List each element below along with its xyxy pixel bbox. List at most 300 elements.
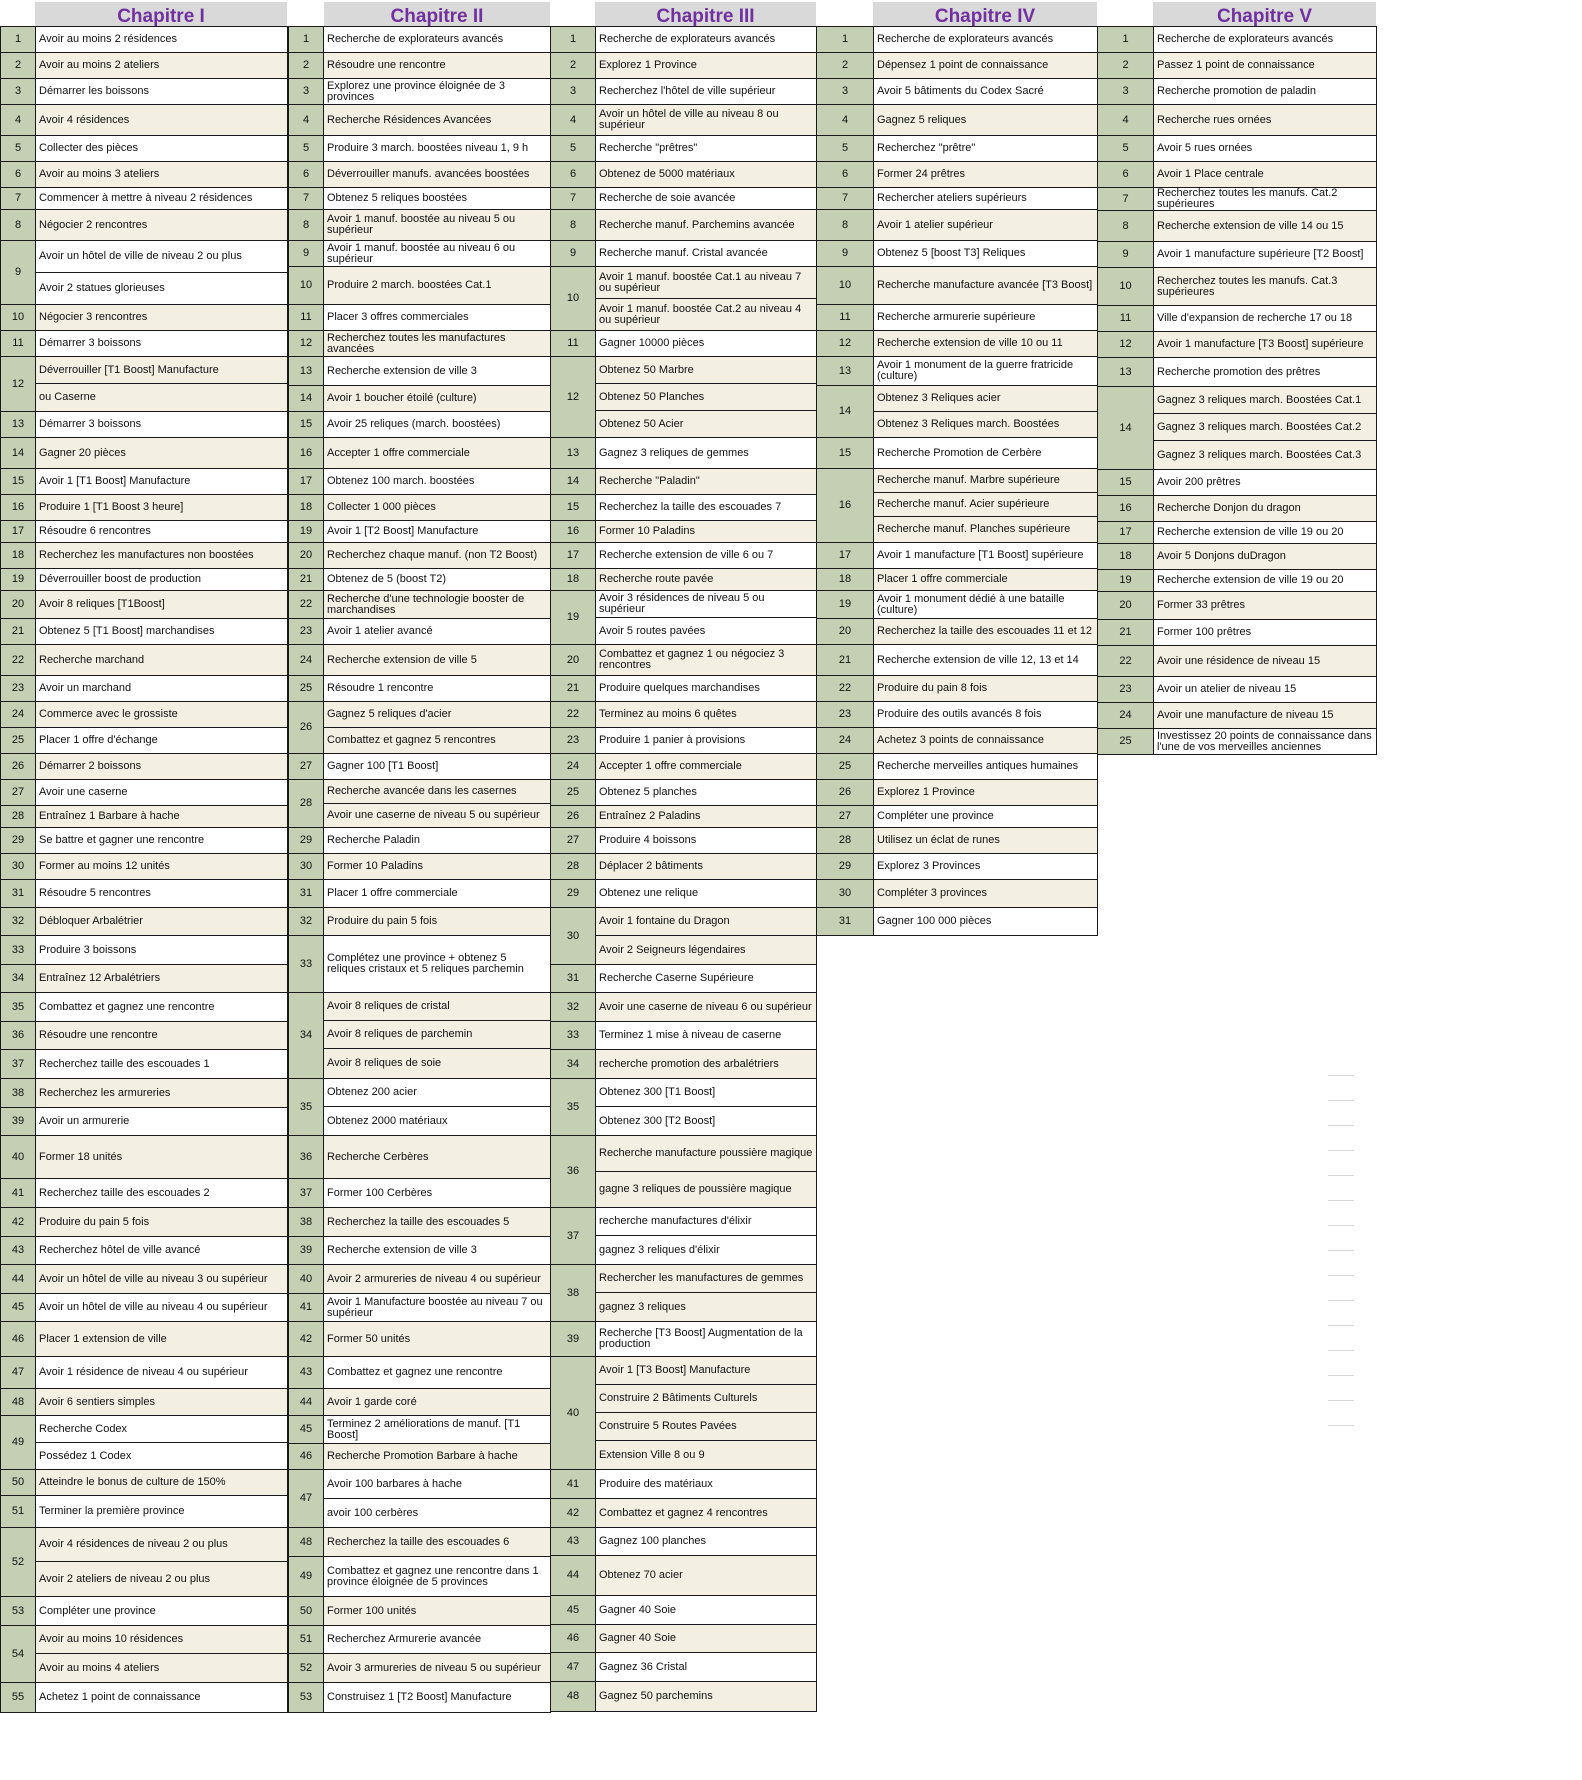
table-row <box>289 1389 551 1416</box>
quest-text: gagnez 3 reliques <box>596 1293 817 1322</box>
quest-number: 36 <box>1 1022 36 1050</box>
table-row <box>1 1357 288 1389</box>
quest-number: 19 <box>1098 570 1154 592</box>
quest-number: 3 <box>551 79 596 105</box>
quest-text: Recherche extension de ville 5 <box>324 645 551 676</box>
quest-number: 22 <box>817 676 874 702</box>
quest-text: Avoir 1 résidence de niveau 4 ou supérieur <box>36 1357 288 1389</box>
quest-text: Recherchez toutes les manufs. Cat.2 supérieures <box>1154 188 1377 211</box>
table-row <box>551 676 817 702</box>
quest-number: 9 <box>1 241 36 305</box>
quest-text: Produire du pain 5 fois <box>36 1208 288 1237</box>
quest-text: Compléter une province <box>36 1597 288 1626</box>
quest-text: Avoir 200 prêtres <box>1154 470 1377 496</box>
table-row <box>551 136 817 162</box>
quest-text: Avoir 1 [T2 Boost] Manufacture <box>324 521 551 543</box>
quest-text: Combattez et gagnez 4 rencontres <box>596 1499 817 1528</box>
quest-text: Terminez 2 améliorations de manuf. [T1 Boost] <box>324 1416 551 1444</box>
quest-number: 28 <box>551 854 596 880</box>
quest-number: 20 <box>1098 592 1154 620</box>
table-row <box>551 1499 817 1528</box>
table-row <box>289 1499 551 1528</box>
quest-number: 14 <box>551 469 596 495</box>
quest-number: 1 <box>1 27 36 53</box>
quest-text: Possédez 1 Codex <box>36 1443 288 1470</box>
quest-text: Placer 3 offres commerciales <box>324 305 551 331</box>
quest-number: 1 <box>1098 27 1154 53</box>
quest-number: 10 <box>289 267 324 305</box>
quest-text: Résoudre 1 rencontre <box>324 676 551 702</box>
table-row <box>551 79 817 105</box>
empty-cell-line <box>1328 1300 1354 1301</box>
quest-number: 25 <box>817 754 874 780</box>
table-row <box>551 1050 817 1079</box>
quest-text: Recherche "prêtres" <box>596 136 817 162</box>
quest-text: Obtenez de 5000 matériaux <box>596 162 817 188</box>
quest-number: 18 <box>289 495 324 521</box>
table-row <box>289 188 551 210</box>
quest-text: Accepter 1 offre commerciale <box>324 438 551 469</box>
quest-text: Placer 1 offre commerciale <box>874 569 1098 591</box>
quest-text: Recherche promotion des prêtres <box>1154 358 1377 387</box>
quest-table <box>550 26 817 1712</box>
quest-text: Produire 3 march. boostées niveau 1, 9 h <box>324 136 551 162</box>
quest-number: 32 <box>289 908 324 936</box>
quest-text: Obtenez 3 Reliques march. Boostées <box>874 412 1098 438</box>
table-row <box>1 676 288 702</box>
quest-text: Avoir au moins 2 résidences <box>36 27 288 53</box>
quest-text: Gagner 100 000 pièces <box>874 908 1098 936</box>
quest-text: Utilisez un éclat de runes <box>874 828 1098 854</box>
quest-number: 48 <box>289 1528 324 1557</box>
quest-text: Recherche [T3 Boost] Augmentation de la production <box>596 1322 817 1357</box>
table-row <box>289 1208 551 1237</box>
quest-number: 6 <box>817 162 874 188</box>
quest-text: Avoir 8 reliques de cristal <box>324 993 551 1021</box>
quest-number: 24 <box>1 702 36 728</box>
table-row <box>1098 496 1377 522</box>
table-row <box>1 27 288 53</box>
quest-text: Avoir 5 rues ornées <box>1154 136 1377 162</box>
quest-number: 29 <box>289 828 324 854</box>
quest-text: Rechercher ateliers supérieurs <box>874 188 1098 210</box>
chapter-title: Chapitre I <box>35 2 287 28</box>
table-row <box>1 1022 288 1050</box>
quest-text: Compléter 3 provinces <box>874 880 1098 908</box>
empty-cell-line <box>1328 1125 1354 1126</box>
table-row <box>1 210 288 241</box>
quest-number: 11 <box>289 305 324 331</box>
quest-number: 42 <box>1 1208 36 1237</box>
table-row <box>289 936 551 993</box>
quest-number: 24 <box>289 645 324 676</box>
quest-text: Avoir 2 armureries de niveau 4 ou supérieur <box>324 1265 551 1294</box>
quest-text: Explorez 1 Province <box>596 53 817 79</box>
quest-text: Avoir 1 Place centrale <box>1154 162 1377 188</box>
table-row <box>289 469 551 495</box>
quest-number: 21 <box>1098 620 1154 646</box>
quest-text: Obtenez 70 acier <box>596 1556 817 1596</box>
quest-text: Avoir au moins 4 ateliers <box>36 1654 288 1683</box>
quest-number: 16 <box>551 521 596 543</box>
quest-text: Recherchez la taille des escouades 6 <box>324 1528 551 1557</box>
table-row <box>817 305 1098 331</box>
quest-text: Avoir 1 manuf. boostée au niveau 6 ou supérieur <box>324 241 551 267</box>
quest-text: Avoir 1 manufacture [T3 Boost] supérieure <box>1154 332 1377 358</box>
quest-text: Avoir au moins 10 résidences <box>36 1626 288 1654</box>
quest-text: Recherche manuf. Planches supérieure <box>874 517 1098 543</box>
quest-number: 7 <box>817 188 874 210</box>
table-row <box>817 136 1098 162</box>
table-row <box>551 53 817 79</box>
quest-number: 31 <box>817 908 874 936</box>
quest-text: Avoir un hôtel de ville de niveau 2 ou plus <box>36 241 288 273</box>
quest-text: Entraînez 12 Arbalétriers <box>36 965 288 993</box>
table-row <box>289 1470 551 1499</box>
quest-text: Combattez et gagnez une rencontre <box>36 993 288 1022</box>
quest-text: gagne 3 reliques de poussière magique <box>596 1172 817 1208</box>
quest-number: 10 <box>1098 268 1154 306</box>
quest-text: Recherche d'une technologie booster de marchandises <box>324 591 551 619</box>
quest-number: 40 <box>1 1136 36 1179</box>
quest-number: 27 <box>551 828 596 854</box>
table-row <box>817 210 1098 241</box>
chapter-title: Chapitre II <box>324 2 550 28</box>
quest-number: 1 <box>289 27 324 53</box>
quest-number: 21 <box>817 645 874 676</box>
table-row <box>817 908 1098 936</box>
quest-number: 7 <box>289 188 324 210</box>
quest-text: Avoir 8 reliques de parchemin <box>324 1021 551 1049</box>
table-row <box>817 619 1098 645</box>
quest-number: 41 <box>1 1179 36 1208</box>
quest-text: Construire 2 Bâtiments Culturels <box>596 1385 817 1413</box>
quest-text: Entraînez 1 Barbare à hache <box>36 806 288 828</box>
table-row <box>551 188 817 210</box>
quest-number: 14 <box>817 386 874 438</box>
quest-text: Résoudre 6 rencontres <box>36 521 288 543</box>
quest-number: 25 <box>289 676 324 702</box>
table-row <box>289 619 551 645</box>
quest-text: Gagnez 3 reliques march. Boostées Cat.1 <box>1154 387 1377 414</box>
table-row <box>817 469 1098 493</box>
quest-number: 17 <box>289 469 324 495</box>
quest-text: Avoir 3 résidences de niveau 5 ou supérieur <box>596 591 817 618</box>
quest-text: Placer 1 offre commerciale <box>324 880 551 908</box>
quest-table <box>1097 26 1377 755</box>
quest-number: 14 <box>1 438 36 469</box>
quest-number: 29 <box>1 828 36 854</box>
table-row <box>289 27 551 53</box>
quest-number: 15 <box>817 438 874 469</box>
quest-text: Négocier 3 rencontres <box>36 305 288 331</box>
table-row <box>817 53 1098 79</box>
quest-number: 24 <box>551 754 596 780</box>
quest-text: Obtenez 100 march. boostées <box>324 469 551 495</box>
quest-text: Recherchez taille des escouades 2 <box>36 1179 288 1208</box>
quest-text: Avoir une caserne <box>36 780 288 806</box>
quest-text: Recherche Résidences Avancées <box>324 105 551 136</box>
quest-text: Gagnez 100 planches <box>596 1528 817 1556</box>
quest-number: 38 <box>1 1079 36 1108</box>
table-row <box>817 79 1098 105</box>
quest-number: 45 <box>551 1596 596 1625</box>
table-row <box>1 569 288 591</box>
quest-text: Produire des matériaux <box>596 1470 817 1499</box>
quest-text: Former 100 unités <box>324 1597 551 1626</box>
table-row <box>289 908 551 936</box>
quest-number: 6 <box>551 162 596 188</box>
quest-number: 20 <box>817 619 874 645</box>
quest-text: Recherche merveilles antiques humaines <box>874 754 1098 780</box>
quest-text: Obtenez 300 [T1 Boost] <box>596 1079 817 1107</box>
table-row <box>1 619 288 645</box>
quest-number: 43 <box>551 1528 596 1556</box>
quest-text: Collecter des pièces <box>36 136 288 162</box>
quest-number: 30 <box>817 880 874 908</box>
table-row <box>289 569 551 591</box>
table-row <box>289 438 551 469</box>
table-row <box>1 495 288 521</box>
quest-text: Gagnez 5 reliques <box>874 105 1098 136</box>
quest-number: 26 <box>1 754 36 780</box>
quest-number: 28 <box>817 828 874 854</box>
quest-number: 17 <box>1098 522 1154 544</box>
quest-text: Collecter 1 000 pièces <box>324 495 551 521</box>
table-row <box>551 728 817 754</box>
quest-number: 5 <box>1098 136 1154 162</box>
quest-number: 34 <box>551 1050 596 1079</box>
quest-text: Former 100 prêtres <box>1154 620 1377 646</box>
quest-number: 26 <box>817 780 874 806</box>
quest-text: Accepter 1 offre commerciale <box>596 754 817 780</box>
table-row <box>1 1136 288 1179</box>
quest-number: 3 <box>1 79 36 105</box>
table-row <box>817 676 1098 702</box>
table-row <box>289 754 551 780</box>
quest-number: 5 <box>817 136 874 162</box>
table-row <box>1 1294 288 1322</box>
table-row <box>1098 332 1377 358</box>
quest-text: Produire 3 boissons <box>36 936 288 965</box>
quest-text: Avoir 1 boucher étoilé (culture) <box>324 386 551 412</box>
quest-text: Terminez 1 mise à niveau de caserne <box>596 1022 817 1050</box>
quest-text: Déverrouiller manufs. avancées boostées <box>324 162 551 188</box>
table-row <box>551 806 817 828</box>
table-row <box>1 780 288 806</box>
quest-number: 17 <box>551 543 596 569</box>
quest-number: 30 <box>551 908 596 965</box>
quest-number: 55 <box>1 1683 36 1713</box>
empty-cell-line <box>1328 1175 1354 1176</box>
quest-text: Déverrouiller [T1 Boost] Manufacture <box>36 357 288 384</box>
quest-text: Avoir 100 barbares à hache <box>324 1470 551 1499</box>
quest-text: Recherche manuf. Marbre supérieure <box>874 469 1098 493</box>
table-row <box>1098 592 1377 620</box>
quest-text: Entraînez 2 Paladins <box>596 806 817 828</box>
quest-number: 25 <box>1098 729 1154 755</box>
table-row <box>1 1416 288 1443</box>
table-row <box>289 1557 551 1597</box>
empty-cell-line <box>1328 1200 1354 1201</box>
table-row <box>1 965 288 993</box>
table-row <box>1 645 288 676</box>
quest-number: 4 <box>1 105 36 136</box>
quest-text: Gagner 40 Soie <box>596 1625 817 1653</box>
quest-text: Avoir un hôtel de ville au niveau 3 ou supérieur <box>36 1265 288 1294</box>
table-row <box>817 267 1098 305</box>
table-row <box>289 993 551 1021</box>
quest-number: 10 <box>551 267 596 331</box>
quest-text: Se battre et gagner une rencontre <box>36 828 288 854</box>
quest-text: Former 18 unités <box>36 1136 288 1179</box>
quest-number: 18 <box>1098 544 1154 570</box>
table-row <box>1 1683 288 1713</box>
quest-text: Avoir 1 monument de la guerre fratricide (culture) <box>874 357 1098 386</box>
table-row <box>817 828 1098 854</box>
table-row <box>551 1208 817 1236</box>
quest-text: Recherche armurerie supérieure <box>874 305 1098 331</box>
quest-text: Recherche manufacture poussière magique <box>596 1136 817 1172</box>
table-row <box>1 241 288 273</box>
quest-text: Obtenez 200 acier <box>324 1079 551 1107</box>
quest-number: 24 <box>1098 703 1154 729</box>
table-row <box>551 1653 817 1682</box>
quest-text: Produire du pain 5 fois <box>324 908 551 936</box>
table-row <box>289 591 551 619</box>
table-row <box>1 1597 288 1626</box>
table-row <box>817 27 1098 53</box>
table-row <box>289 1136 551 1179</box>
quest-number: 51 <box>289 1626 324 1654</box>
table-row <box>1 543 288 569</box>
quest-number: 2 <box>1098 53 1154 79</box>
chapter-title: Chapitre IV <box>873 2 1097 28</box>
quest-number: 47 <box>289 1470 324 1528</box>
quest-text: Recherche Promotion de Cerbère <box>874 438 1098 469</box>
empty-cell-line <box>1328 1400 1354 1401</box>
table-row <box>1098 27 1377 53</box>
table-row <box>817 438 1098 469</box>
table-row <box>289 1294 551 1322</box>
quest-table <box>0 26 288 1713</box>
quest-number: 23 <box>1 676 36 702</box>
quest-number: 3 <box>1098 79 1154 105</box>
quest-number: 25 <box>1 728 36 754</box>
quest-number: 43 <box>1 1237 36 1265</box>
quest-number: 4 <box>817 105 874 136</box>
quest-number: 15 <box>551 495 596 521</box>
quest-text: Placer 1 extension de ville <box>36 1322 288 1357</box>
quest-number: 47 <box>1 1357 36 1389</box>
quest-text: ou Caserne <box>36 384 288 412</box>
table-row <box>1098 387 1377 414</box>
quest-number: 38 <box>289 1208 324 1237</box>
empty-cell-line <box>1328 1250 1354 1251</box>
quest-text: Avoir 8 reliques de soie <box>324 1049 551 1079</box>
table-row <box>1 936 288 965</box>
quest-number: 35 <box>1 993 36 1022</box>
quest-text: Recherchez Armurerie avancée <box>324 1626 551 1654</box>
quest-number: 12 <box>1 357 36 412</box>
quest-number: 20 <box>289 543 324 569</box>
table-row <box>1 1179 288 1208</box>
table-row <box>817 569 1098 591</box>
quest-number: 2 <box>1 53 36 79</box>
quest-number: 4 <box>289 105 324 136</box>
table-row <box>1098 703 1377 729</box>
table-row <box>289 53 551 79</box>
quest-number: 41 <box>289 1294 324 1322</box>
quest-number: 39 <box>551 1322 596 1357</box>
quest-number: 12 <box>289 331 324 357</box>
table-row <box>551 993 817 1022</box>
quest-number: 25 <box>551 780 596 806</box>
table-row <box>289 1597 551 1626</box>
table-row <box>551 1470 817 1499</box>
table-row <box>551 1682 817 1712</box>
table-row <box>289 241 551 267</box>
quest-number: 37 <box>289 1179 324 1208</box>
table-row <box>551 702 817 728</box>
table-row <box>551 1528 817 1556</box>
table-row <box>1 136 288 162</box>
quest-text: Obtenez 300 [T2 Boost] <box>596 1107 817 1136</box>
table-row <box>1098 646 1377 677</box>
table-row <box>551 828 817 854</box>
quest-text: Combattez et gagnez 1 ou négociez 3 rencontres <box>596 645 817 676</box>
quest-text: Avoir 1 manufacture supérieure [T2 Boost] <box>1154 242 1377 268</box>
quest-number: 23 <box>551 728 596 754</box>
quest-text: Déverrouiller boost de production <box>36 569 288 591</box>
table-row <box>817 331 1098 357</box>
table-row <box>1 908 288 936</box>
table-row <box>1 854 288 880</box>
quest-number: 39 <box>289 1237 324 1265</box>
table-row <box>817 591 1098 619</box>
table-row <box>289 804 551 828</box>
quest-number: 5 <box>289 136 324 162</box>
quest-number: 18 <box>1 543 36 569</box>
quest-text: Avoir 1 atelier avancé <box>324 619 551 645</box>
quest-number: 13 <box>551 438 596 469</box>
quest-text: Recherche avancée dans les casernes <box>324 780 551 804</box>
quest-number: 8 <box>1 210 36 241</box>
quest-text: Atteindre le bonus de culture de 150% <box>36 1470 288 1496</box>
quest-number: 3 <box>289 79 324 105</box>
quest-number: 1 <box>817 27 874 53</box>
quest-text: avoir 100 cerbères <box>324 1499 551 1528</box>
quest-text: Terminez au moins 6 quêtes <box>596 702 817 728</box>
quest-number: 15 <box>1098 470 1154 496</box>
quest-text: Recherche manuf. Cristal avancée <box>596 241 817 267</box>
quest-number: 50 <box>289 1597 324 1626</box>
quest-number: 17 <box>1 521 36 543</box>
table-row <box>817 880 1098 908</box>
quest-text: Construisez 1 [T2 Boost] Manufacture <box>324 1683 551 1713</box>
quest-number: 45 <box>1 1294 36 1322</box>
quest-number: 7 <box>1 188 36 210</box>
quest-number: 5 <box>1 136 36 162</box>
quest-number: 52 <box>289 1654 324 1683</box>
quest-text: Recherche "Paladin" <box>596 469 817 495</box>
table-row <box>289 79 551 105</box>
chapter-title: Chapitre III <box>595 2 816 28</box>
quest-text: Démarrer 3 boissons <box>36 331 288 357</box>
quest-number: 18 <box>551 569 596 591</box>
quest-number: 23 <box>817 702 874 728</box>
table-row <box>551 469 817 495</box>
